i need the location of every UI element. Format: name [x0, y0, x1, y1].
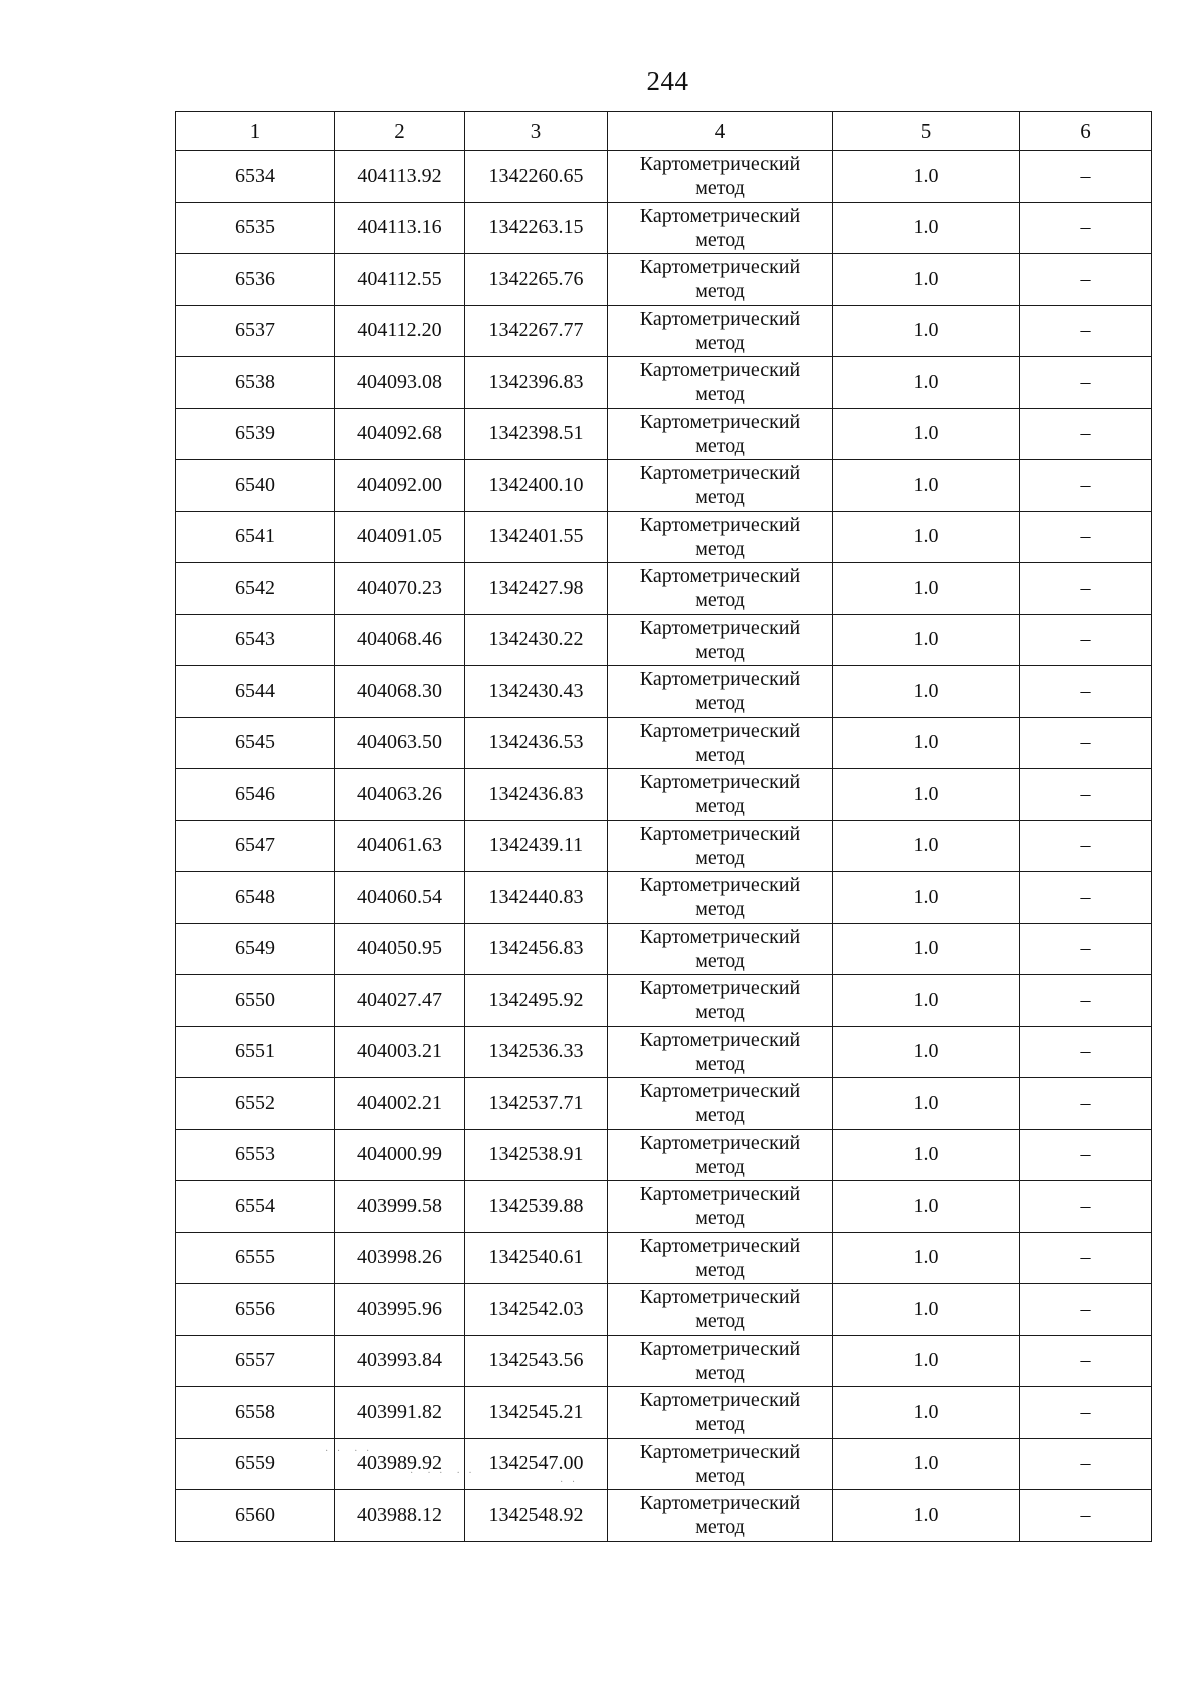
method-cell: [608, 923, 833, 975]
point-number-cell: 6556: [176, 1284, 335, 1336]
method-line-2: метод: [695, 537, 745, 560]
x-coordinate-cell: 404061.63: [335, 820, 465, 872]
method-line-1: Картометрический: [639, 977, 801, 1000]
method-line-1: Картометрический: [639, 410, 801, 433]
method-line-1: Картометрический: [639, 1286, 801, 1309]
note-cell: –: [1020, 717, 1152, 769]
method-cell: [608, 563, 833, 615]
method-line-1: Картометрический: [639, 1337, 801, 1360]
point-number-cell: 6538: [176, 357, 335, 409]
y-coordinate-cell: 1342456.83: [465, 923, 608, 975]
method-line-2: метод: [695, 331, 745, 354]
note-cell: –: [1020, 563, 1152, 615]
method-line-2: метод: [695, 1258, 745, 1281]
point-number-cell: 6540: [176, 460, 335, 512]
y-coordinate-cell: 1342548.92: [465, 1490, 608, 1542]
y-coordinate-cell: 1342545.21: [465, 1387, 608, 1439]
point-number-cell: 6553: [176, 1129, 335, 1181]
y-coordinate-cell: 1342538.91: [465, 1129, 608, 1181]
table-row: [176, 1078, 1152, 1130]
method-cell: [608, 202, 833, 254]
table-row: [176, 563, 1152, 615]
x-coordinate-cell: 403989.92: [335, 1438, 465, 1490]
page-number: 244: [646, 66, 689, 96]
method-cell: [608, 408, 833, 460]
accuracy-cell: 1.0: [833, 820, 1020, 872]
point-number-cell: 6546: [176, 769, 335, 821]
table-row: [176, 202, 1152, 254]
header-cell-1: 1: [176, 112, 335, 151]
header-cell-6: 6: [1020, 112, 1152, 151]
accuracy-cell: 1.0: [833, 305, 1020, 357]
accuracy-cell: 1.0: [833, 872, 1020, 924]
point-number-cell: 6536: [176, 254, 335, 306]
x-coordinate-cell: 404070.23: [335, 563, 465, 615]
method-cell: [608, 305, 833, 357]
method-line-2: метод: [695, 486, 745, 509]
method-line-2: метод: [695, 1207, 745, 1230]
point-number-cell: 6534: [176, 151, 335, 203]
y-coordinate-cell: 1342540.61: [465, 1232, 608, 1284]
note-cell: –: [1020, 1490, 1152, 1542]
accuracy-cell: 1.0: [833, 1078, 1020, 1130]
accuracy-cell: 1.0: [833, 614, 1020, 666]
accuracy-cell: 1.0: [833, 511, 1020, 563]
method-cell: [608, 1026, 833, 1078]
table-row: [176, 820, 1152, 872]
note-cell: –: [1020, 1438, 1152, 1490]
method-line-1: Картометрический: [639, 462, 801, 485]
method-cell: [608, 1129, 833, 1181]
table-row: [176, 1129, 1152, 1181]
method-cell: [608, 357, 833, 409]
point-number-cell: 6541: [176, 511, 335, 563]
point-number-cell: 6559: [176, 1438, 335, 1490]
note-cell: –: [1020, 202, 1152, 254]
method-line-2: метод: [695, 589, 745, 612]
point-number-cell: 6554: [176, 1181, 335, 1233]
accuracy-cell: 1.0: [833, 1335, 1020, 1387]
method-cell: [608, 1490, 833, 1542]
method-line-1: Картометрический: [639, 1440, 801, 1463]
method-cell: [608, 820, 833, 872]
note-cell: –: [1020, 254, 1152, 306]
x-coordinate-cell: 404000.99: [335, 1129, 465, 1181]
table-row: [176, 1335, 1152, 1387]
table-row: [176, 151, 1152, 203]
method-line-1: Картометрический: [639, 1131, 801, 1154]
note-cell: –: [1020, 1129, 1152, 1181]
accuracy-cell: 1.0: [833, 1181, 1020, 1233]
method-line-2: метод: [695, 280, 745, 303]
x-coordinate-cell: 404003.21: [335, 1026, 465, 1078]
note-cell: –: [1020, 408, 1152, 460]
method-line-2: метод: [695, 1001, 745, 1024]
method-cell: [608, 1181, 833, 1233]
method-line-1: Картометрический: [639, 204, 801, 227]
method-cell: [608, 1335, 833, 1387]
note-cell: –: [1020, 820, 1152, 872]
note-cell: –: [1020, 923, 1152, 975]
method-cell: [608, 1438, 833, 1490]
method-line-1: Картометрический: [639, 256, 801, 279]
note-cell: –: [1020, 151, 1152, 203]
x-coordinate-cell: 404002.21: [335, 1078, 465, 1130]
note-cell: –: [1020, 460, 1152, 512]
y-coordinate-cell: 1342439.11: [465, 820, 608, 872]
x-coordinate-cell: 404113.92: [335, 151, 465, 203]
accuracy-cell: 1.0: [833, 1284, 1020, 1336]
y-coordinate-cell: 1342398.51: [465, 408, 608, 460]
table-row: [176, 666, 1152, 718]
x-coordinate-cell: 404093.08: [335, 357, 465, 409]
note-cell: –: [1020, 1387, 1152, 1439]
method-cell: [608, 151, 833, 203]
method-cell: [608, 460, 833, 512]
note-cell: –: [1020, 357, 1152, 409]
method-line-1: Картометрический: [639, 1080, 801, 1103]
method-line-1: Картометрический: [639, 359, 801, 382]
point-number-cell: 6557: [176, 1335, 335, 1387]
y-coordinate-cell: 1342543.56: [465, 1335, 608, 1387]
method-line-2: метод: [695, 1155, 745, 1178]
table-row: [176, 357, 1152, 409]
header-cell-3: 3: [465, 112, 608, 151]
method-line-1: Картометрический: [639, 1183, 801, 1206]
point-number-cell: 6539: [176, 408, 335, 460]
point-number-cell: 6545: [176, 717, 335, 769]
point-number-cell: 6542: [176, 563, 335, 615]
accuracy-cell: 1.0: [833, 254, 1020, 306]
point-number-cell: 6555: [176, 1232, 335, 1284]
point-number-cell: 6558: [176, 1387, 335, 1439]
table-row: [176, 872, 1152, 924]
header-cell-5: 5: [833, 112, 1020, 151]
accuracy-cell: 1.0: [833, 923, 1020, 975]
point-number-cell: 6547: [176, 820, 335, 872]
accuracy-cell: 1.0: [833, 1387, 1020, 1439]
method-cell: [608, 1284, 833, 1336]
table-row: [176, 975, 1152, 1027]
y-coordinate-cell: 1342265.76: [465, 254, 608, 306]
method-line-1: Картометрический: [639, 1389, 801, 1412]
y-coordinate-cell: 1342430.22: [465, 614, 608, 666]
accuracy-cell: 1.0: [833, 1232, 1020, 1284]
point-number-cell: 6537: [176, 305, 335, 357]
method-cell: [608, 254, 833, 306]
method-line-2: метод: [695, 1104, 745, 1127]
method-line-1: Картометрический: [639, 925, 801, 948]
method-line-1: Картометрический: [639, 874, 801, 897]
note-cell: –: [1020, 1335, 1152, 1387]
note-cell: –: [1020, 614, 1152, 666]
method-line-1: Картометрический: [639, 1234, 801, 1257]
accuracy-cell: 1.0: [833, 1129, 1020, 1181]
note-cell: –: [1020, 975, 1152, 1027]
table-row: [176, 460, 1152, 512]
method-line-2: метод: [695, 1464, 745, 1487]
y-coordinate-cell: 1342430.43: [465, 666, 608, 718]
point-number-cell: 6551: [176, 1026, 335, 1078]
coordinates-table: [175, 111, 1152, 1542]
note-cell: –: [1020, 769, 1152, 821]
table-row: [176, 1387, 1152, 1439]
method-line-2: метод: [695, 640, 745, 663]
table-row: [176, 305, 1152, 357]
accuracy-cell: 1.0: [833, 563, 1020, 615]
table-row: [176, 769, 1152, 821]
method-line-2: метод: [695, 1413, 745, 1436]
method-line-1: Картометрический: [639, 719, 801, 742]
x-coordinate-cell: 404091.05: [335, 511, 465, 563]
method-line-2: метод: [695, 228, 745, 251]
method-line-1: Картометрический: [639, 513, 801, 536]
accuracy-cell: 1.0: [833, 408, 1020, 460]
method-line-1: Картометрический: [639, 1028, 801, 1051]
method-line-1: Картометрический: [639, 668, 801, 691]
table-row: [176, 1026, 1152, 1078]
method-cell: [608, 769, 833, 821]
y-coordinate-cell: 1342400.10: [465, 460, 608, 512]
y-coordinate-cell: 1342547.00: [465, 1438, 608, 1490]
accuracy-cell: 1.0: [833, 1026, 1020, 1078]
table-row: [176, 511, 1152, 563]
method-cell: [608, 975, 833, 1027]
method-cell: [608, 666, 833, 718]
note-cell: –: [1020, 1284, 1152, 1336]
table-row: [176, 1232, 1152, 1284]
method-cell: [608, 717, 833, 769]
scan-speck: · ·: [560, 1477, 579, 1488]
y-coordinate-cell: 1342536.33: [465, 1026, 608, 1078]
method-line-1: Картометрический: [639, 616, 801, 639]
accuracy-cell: 1.0: [833, 717, 1020, 769]
x-coordinate-cell: 404068.46: [335, 614, 465, 666]
note-cell: –: [1020, 1181, 1152, 1233]
accuracy-cell: 1.0: [833, 1438, 1020, 1490]
y-coordinate-cell: 1342401.55: [465, 511, 608, 563]
y-coordinate-cell: 1342436.53: [465, 717, 608, 769]
table-row: [176, 1438, 1152, 1490]
method-line-2: метод: [695, 1361, 745, 1384]
x-coordinate-cell: 404092.68: [335, 408, 465, 460]
accuracy-cell: 1.0: [833, 1490, 1020, 1542]
y-coordinate-cell: 1342396.83: [465, 357, 608, 409]
point-number-cell: 6548: [176, 872, 335, 924]
point-number-cell: 6535: [176, 202, 335, 254]
method-cell: [608, 511, 833, 563]
note-cell: –: [1020, 1232, 1152, 1284]
y-coordinate-cell: 1342263.15: [465, 202, 608, 254]
method-cell: [608, 1232, 833, 1284]
method-line-2: метод: [695, 743, 745, 766]
table-row: [176, 1181, 1152, 1233]
method-line-2: метод: [695, 846, 745, 869]
table-row: [176, 614, 1152, 666]
method-line-1: Картометрический: [639, 153, 801, 176]
x-coordinate-cell: 404050.95: [335, 923, 465, 975]
x-coordinate-cell: 404060.54: [335, 872, 465, 924]
point-number-cell: 6552: [176, 1078, 335, 1130]
table-row: [176, 408, 1152, 460]
x-coordinate-cell: 403993.84: [335, 1335, 465, 1387]
header-cell-4: 4: [608, 112, 833, 151]
y-coordinate-cell: 1342436.83: [465, 769, 608, 821]
accuracy-cell: 1.0: [833, 151, 1020, 203]
scan-speck: · · · · ·: [410, 1468, 475, 1479]
point-number-cell: 6543: [176, 614, 335, 666]
method-line-1: Картометрический: [639, 822, 801, 845]
note-cell: –: [1020, 872, 1152, 924]
note-cell: –: [1020, 1078, 1152, 1130]
method-line-2: метод: [695, 949, 745, 972]
method-line-2: метод: [695, 692, 745, 715]
x-coordinate-cell: 404027.47: [335, 975, 465, 1027]
x-coordinate-cell: 403995.96: [335, 1284, 465, 1336]
accuracy-cell: 1.0: [833, 202, 1020, 254]
accuracy-cell: 1.0: [833, 460, 1020, 512]
method-line-2: метод: [695, 1052, 745, 1075]
note-cell: –: [1020, 1026, 1152, 1078]
method-line-1: Картометрический: [639, 1492, 801, 1515]
method-line-1: Картометрический: [639, 771, 801, 794]
y-coordinate-cell: 1342537.71: [465, 1078, 608, 1130]
method-cell: [608, 1387, 833, 1439]
x-coordinate-cell: 404063.50: [335, 717, 465, 769]
y-coordinate-cell: 1342260.65: [465, 151, 608, 203]
x-coordinate-cell: 404068.30: [335, 666, 465, 718]
x-coordinate-cell: 403999.58: [335, 1181, 465, 1233]
method-line-1: Картометрический: [639, 307, 801, 330]
method-line-2: метод: [695, 383, 745, 406]
point-number-cell: 6544: [176, 666, 335, 718]
method-cell: [608, 872, 833, 924]
method-line-2: метод: [695, 795, 745, 818]
x-coordinate-cell: 403998.26: [335, 1232, 465, 1284]
accuracy-cell: 1.0: [833, 769, 1020, 821]
x-coordinate-cell: 404112.55: [335, 254, 465, 306]
y-coordinate-cell: 1342495.92: [465, 975, 608, 1027]
accuracy-cell: 1.0: [833, 666, 1020, 718]
method-line-2: метод: [695, 898, 745, 921]
scan-speck: · · · ·: [325, 1446, 373, 1457]
note-cell: –: [1020, 666, 1152, 718]
x-coordinate-cell: 404113.16: [335, 202, 465, 254]
point-number-cell: 6560: [176, 1490, 335, 1542]
y-coordinate-cell: 1342427.98: [465, 563, 608, 615]
table-body: [176, 112, 1152, 1542]
table-row: [176, 1284, 1152, 1336]
y-coordinate-cell: 1342539.88: [465, 1181, 608, 1233]
accuracy-cell: 1.0: [833, 357, 1020, 409]
point-number-cell: 6550: [176, 975, 335, 1027]
method-line-2: метод: [695, 434, 745, 457]
method-cell: [608, 614, 833, 666]
point-number-cell: 6549: [176, 923, 335, 975]
table-row: [176, 254, 1152, 306]
method-line-2: метод: [695, 177, 745, 200]
x-coordinate-cell: 404092.00: [335, 460, 465, 512]
method-line-2: метод: [695, 1310, 745, 1333]
x-coordinate-cell: 403988.12: [335, 1490, 465, 1542]
y-coordinate-cell: 1342542.03: [465, 1284, 608, 1336]
table-row: [176, 923, 1152, 975]
y-coordinate-cell: 1342440.83: [465, 872, 608, 924]
table-header-row: [176, 112, 1152, 151]
method-cell: [608, 1078, 833, 1130]
header-cell-2: 2: [335, 112, 465, 151]
x-coordinate-cell: 403991.82: [335, 1387, 465, 1439]
note-cell: –: [1020, 511, 1152, 563]
y-coordinate-cell: 1342267.77: [465, 305, 608, 357]
table-row: [176, 1490, 1152, 1542]
accuracy-cell: 1.0: [833, 975, 1020, 1027]
method-line-2: метод: [695, 1516, 745, 1539]
table-row: [176, 717, 1152, 769]
x-coordinate-cell: 404112.20: [335, 305, 465, 357]
x-coordinate-cell: 404063.26: [335, 769, 465, 821]
method-line-1: Картометрический: [639, 565, 801, 588]
note-cell: –: [1020, 305, 1152, 357]
